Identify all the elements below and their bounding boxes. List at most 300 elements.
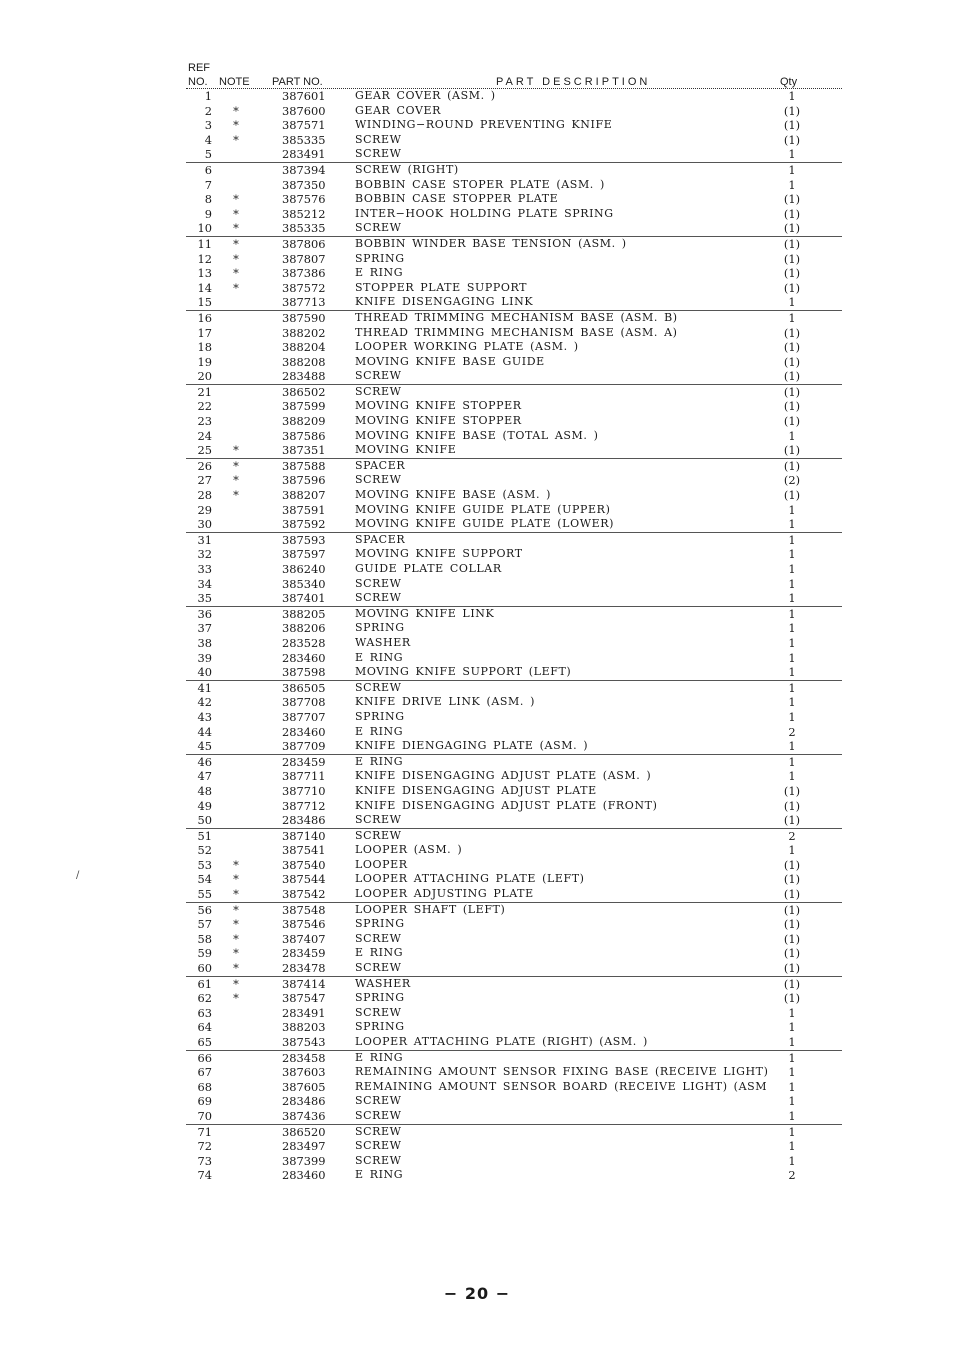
cell-note: * bbox=[233, 991, 239, 1006]
cell-part-no: 387588 bbox=[282, 458, 326, 473]
table-row bbox=[186, 192, 842, 207]
cell-part-no: 387807 bbox=[282, 251, 326, 266]
cell-qty: (1) bbox=[783, 132, 801, 147]
cell-part-no: 387350 bbox=[282, 177, 326, 192]
table-row bbox=[186, 517, 842, 533]
cell-part-no: 387541 bbox=[282, 843, 326, 858]
table-row bbox=[186, 813, 842, 829]
cell-description: SCREW bbox=[355, 591, 402, 605]
cell-qty: 1 bbox=[788, 843, 796, 858]
cell-ref-no: 14 bbox=[197, 280, 212, 295]
cell-note: * bbox=[233, 206, 239, 221]
cell-qty: 1 bbox=[788, 754, 796, 769]
cell-qty: 1 bbox=[788, 1050, 796, 1065]
cell-note: * bbox=[233, 917, 239, 932]
cell-part-no: 388207 bbox=[282, 488, 326, 503]
cell-part-no: 283460 bbox=[282, 724, 326, 739]
cell-ref-no: 51 bbox=[197, 828, 212, 843]
cell-part-no: 387597 bbox=[282, 547, 326, 562]
cell-qty: (1) bbox=[783, 384, 801, 399]
cell-qty: (1) bbox=[783, 206, 801, 221]
cell-qty: 1 bbox=[788, 177, 796, 192]
table-row bbox=[186, 369, 842, 385]
stray-mark: / bbox=[76, 870, 80, 881]
table-row bbox=[186, 429, 842, 444]
cell-qty: 1 bbox=[788, 89, 796, 103]
cell-part-no: 387605 bbox=[282, 1079, 326, 1094]
cell-description: SCREW bbox=[355, 1153, 402, 1167]
table-row bbox=[186, 784, 842, 799]
table-row bbox=[186, 1006, 842, 1021]
cell-description: SCREW bbox=[355, 132, 402, 146]
cell-note: * bbox=[233, 103, 239, 118]
cell-ref-no: 47 bbox=[197, 769, 212, 784]
cell-part-no: 283486 bbox=[282, 813, 326, 828]
table-row bbox=[186, 903, 842, 918]
cell-description: SPACER bbox=[355, 458, 406, 472]
cell-qty: 1 bbox=[788, 517, 796, 532]
cell-description: BOBBIN CASE STOPER PLATE (ASM. ) bbox=[355, 177, 605, 191]
header-no: NO. bbox=[188, 76, 208, 88]
table-row bbox=[186, 473, 842, 488]
cell-part-no: 387708 bbox=[282, 695, 326, 710]
cell-part-no: 388204 bbox=[282, 340, 326, 355]
cell-description: LOOPER WORKING PLATE (ASM. ) bbox=[355, 340, 579, 354]
cell-ref-no: 6 bbox=[204, 162, 212, 177]
cell-ref-no: 5 bbox=[204, 147, 212, 162]
cell-ref-no: 20 bbox=[197, 369, 212, 384]
table-row bbox=[186, 163, 842, 178]
cell-qty: (1) bbox=[783, 872, 801, 887]
cell-qty: 1 bbox=[788, 532, 796, 547]
cell-ref-no: 17 bbox=[197, 325, 212, 340]
cell-description: MOVING KNIFE SUPPORT (LEFT) bbox=[355, 665, 572, 679]
cell-qty: 1 bbox=[788, 621, 796, 636]
cell-ref-no: 11 bbox=[197, 236, 212, 251]
cell-ref-no: 52 bbox=[197, 843, 212, 858]
cell-part-no: 387351 bbox=[282, 443, 326, 458]
cell-ref-no: 61 bbox=[197, 976, 212, 991]
cell-part-no: 387707 bbox=[282, 709, 326, 724]
table-row bbox=[186, 1020, 842, 1035]
cell-part-no: 283528 bbox=[282, 635, 326, 650]
cell-ref-no: 45 bbox=[197, 739, 212, 754]
table-row bbox=[186, 147, 842, 163]
table-row bbox=[186, 769, 842, 784]
cell-description: LOOPER bbox=[355, 857, 408, 871]
cell-qty: (1) bbox=[783, 118, 801, 133]
cell-qty: 1 bbox=[788, 1139, 796, 1154]
cell-description: SCREW bbox=[355, 384, 402, 398]
cell-part-no: 386520 bbox=[282, 1124, 326, 1139]
cell-part-no: 387593 bbox=[282, 532, 326, 547]
cell-description: E RING bbox=[355, 266, 404, 280]
table-row bbox=[186, 237, 842, 252]
cell-ref-no: 25 bbox=[197, 443, 212, 458]
table-row bbox=[186, 443, 842, 459]
cell-qty: (1) bbox=[783, 340, 801, 355]
cell-qty: (1) bbox=[783, 369, 801, 384]
cell-ref-no: 69 bbox=[197, 1094, 212, 1109]
cell-part-no: 385335 bbox=[282, 221, 326, 236]
cell-ref-no: 9 bbox=[204, 206, 212, 221]
cell-description: SCREW bbox=[355, 680, 402, 694]
table-row bbox=[186, 295, 842, 311]
cell-part-no: 387544 bbox=[282, 872, 326, 887]
cell-part-no: 385335 bbox=[282, 132, 326, 147]
table-row bbox=[186, 104, 842, 119]
cell-qty: 1 bbox=[788, 739, 796, 754]
cell-note: * bbox=[233, 458, 239, 473]
cell-description: KNIFE DISENGAGING ADJUST PLATE bbox=[355, 783, 597, 797]
cell-ref-no: 71 bbox=[197, 1124, 212, 1139]
cell-description: SPRING bbox=[355, 621, 405, 635]
cell-qty: (1) bbox=[783, 399, 801, 414]
cell-description: GEAR COVER (ASM. ) bbox=[355, 89, 496, 102]
cell-ref-no: 48 bbox=[197, 783, 212, 798]
cell-description: SPRING bbox=[355, 251, 405, 265]
cell-ref-no: 62 bbox=[197, 991, 212, 1006]
cell-part-no: 283459 bbox=[282, 754, 326, 769]
cell-note: * bbox=[233, 473, 239, 488]
cell-qty: 1 bbox=[788, 1108, 796, 1123]
table-row bbox=[186, 651, 842, 666]
cell-description: SCREW bbox=[355, 221, 402, 235]
cell-ref-no: 37 bbox=[197, 621, 212, 636]
cell-qty: 1 bbox=[788, 310, 796, 325]
cell-part-no: 387572 bbox=[282, 280, 326, 295]
cell-part-no: 387709 bbox=[282, 739, 326, 754]
table-row bbox=[186, 562, 842, 577]
cell-qty: 1 bbox=[788, 680, 796, 695]
table-row bbox=[186, 755, 842, 770]
cell-ref-no: 15 bbox=[197, 295, 212, 310]
cell-part-no: 387399 bbox=[282, 1153, 326, 1168]
cell-note: * bbox=[233, 280, 239, 295]
cell-description: SCREW bbox=[355, 1124, 402, 1138]
cell-ref-no: 10 bbox=[197, 221, 212, 236]
cell-ref-no: 34 bbox=[197, 576, 212, 591]
cell-description: E RING bbox=[355, 650, 404, 664]
cell-qty: (1) bbox=[783, 354, 801, 369]
table-row bbox=[186, 917, 842, 932]
cell-ref-no: 66 bbox=[197, 1050, 212, 1065]
cell-note: * bbox=[233, 961, 239, 976]
cell-note: * bbox=[233, 976, 239, 991]
cell-ref-no: 40 bbox=[197, 665, 212, 680]
cell-qty: 1 bbox=[788, 1153, 796, 1168]
table-row bbox=[186, 577, 842, 592]
cell-qty: 1 bbox=[788, 1005, 796, 1020]
cell-qty: (2) bbox=[783, 473, 801, 488]
cell-description: BOBBIN WINDER BASE TENSION (ASM. ) bbox=[355, 236, 627, 250]
cell-note: * bbox=[233, 118, 239, 133]
cell-part-no: 387394 bbox=[282, 162, 326, 177]
cell-part-no: 387598 bbox=[282, 665, 326, 680]
cell-part-no: 387586 bbox=[282, 428, 326, 443]
cell-description: LOOPER SHAFT (LEFT) bbox=[355, 902, 506, 916]
table-row bbox=[186, 991, 842, 1006]
cell-qty: (1) bbox=[783, 236, 801, 251]
table-header bbox=[186, 62, 842, 90]
cell-qty: (1) bbox=[783, 280, 801, 295]
cell-part-no: 387600 bbox=[282, 103, 326, 118]
cell-description: LOOPER (ASM. ) bbox=[355, 843, 463, 857]
cell-part-no: 283478 bbox=[282, 961, 326, 976]
cell-ref-no: 35 bbox=[197, 591, 212, 606]
cell-ref-no: 24 bbox=[197, 428, 212, 443]
cell-part-no: 386240 bbox=[282, 562, 326, 576]
table-row bbox=[186, 961, 842, 977]
cell-qty: 1 bbox=[788, 295, 796, 310]
cell-ref-no: 73 bbox=[197, 1153, 212, 1168]
cell-ref-no: 53 bbox=[197, 857, 212, 872]
cell-description: SPACER bbox=[355, 532, 406, 546]
cell-description: THREAD TRIMMING MECHANISM BASE (ASM. B) bbox=[355, 310, 678, 324]
cell-part-no: 387591 bbox=[282, 502, 326, 517]
cell-note: * bbox=[233, 132, 239, 147]
cell-description: GEAR COVER bbox=[355, 103, 442, 117]
cell-description: WASHER bbox=[355, 976, 411, 990]
cell-ref-no: 18 bbox=[197, 340, 212, 355]
cell-ref-no: 67 bbox=[197, 1065, 212, 1080]
cell-ref-no: 55 bbox=[197, 887, 212, 902]
table-row bbox=[186, 872, 842, 887]
cell-ref-no: 32 bbox=[197, 547, 212, 562]
cell-description: STOPPER PLATE SUPPORT bbox=[355, 280, 528, 294]
cell-ref-no: 43 bbox=[197, 709, 212, 724]
header-qty: Qty bbox=[780, 76, 798, 88]
cell-ref-no: 72 bbox=[197, 1139, 212, 1154]
cell-part-no: 386505 bbox=[282, 680, 326, 695]
table-row bbox=[186, 665, 842, 681]
cell-qty: (1) bbox=[783, 946, 801, 961]
cell-description: MOVING KNIFE STOPPER bbox=[355, 414, 522, 428]
cell-description: MOVING KNIFE BASE GUIDE bbox=[355, 354, 545, 368]
cell-qty: 1 bbox=[788, 591, 796, 606]
cell-qty: 1 bbox=[788, 562, 796, 576]
table-row bbox=[186, 533, 842, 548]
cell-description: MOVING KNIFE STOPPER bbox=[355, 399, 522, 413]
cell-part-no: 387713 bbox=[282, 295, 326, 310]
cell-part-no: 283491 bbox=[282, 147, 326, 162]
cell-part-no: 388206 bbox=[282, 621, 326, 636]
cell-ref-no: 57 bbox=[197, 917, 212, 932]
cell-ref-no: 74 bbox=[197, 1168, 212, 1183]
cell-qty: 1 bbox=[788, 635, 796, 650]
header-description: PART DESCRIPTION bbox=[496, 76, 651, 88]
cell-qty: (1) bbox=[783, 798, 801, 813]
cell-ref-no: 3 bbox=[204, 118, 212, 133]
cell-description: SCREW bbox=[355, 931, 402, 945]
table-row bbox=[186, 829, 842, 844]
cell-qty: 1 bbox=[788, 547, 796, 562]
cell-ref-no: 68 bbox=[197, 1079, 212, 1094]
cell-ref-no: 8 bbox=[204, 192, 212, 207]
cell-part-no: 387386 bbox=[282, 266, 326, 281]
cell-part-no: 387712 bbox=[282, 798, 326, 813]
cell-description: LOOPER ATTACHING PLATE (LEFT) bbox=[355, 872, 585, 886]
cell-description: WINDING−ROUND PREVENTING KNIFE bbox=[355, 118, 613, 132]
cell-qty: (1) bbox=[783, 887, 801, 902]
cell-part-no: 388203 bbox=[282, 1020, 326, 1035]
cell-description: REMAINING AMOUNT SENSOR FIXING BASE (RECEIVE LIGHT) bbox=[355, 1065, 769, 1079]
cell-qty: 1 bbox=[788, 665, 796, 680]
cell-part-no: 387140 bbox=[282, 828, 326, 843]
table-row bbox=[186, 340, 842, 355]
table-row bbox=[186, 725, 842, 740]
cell-description: SCREW bbox=[355, 1094, 402, 1108]
cell-ref-no: 27 bbox=[197, 473, 212, 488]
cell-qty: (1) bbox=[783, 325, 801, 340]
cell-qty: (1) bbox=[783, 857, 801, 872]
cell-part-no: 283460 bbox=[282, 1168, 326, 1183]
cell-part-no: 283491 bbox=[282, 1005, 326, 1020]
cell-part-no: 387596 bbox=[282, 473, 326, 488]
cell-ref-no: 1 bbox=[204, 89, 212, 103]
cell-part-no: 283497 bbox=[282, 1139, 326, 1154]
cell-note: * bbox=[233, 902, 239, 917]
table-row bbox=[186, 266, 842, 281]
cell-description: WASHER bbox=[355, 635, 411, 649]
cell-part-no: 387592 bbox=[282, 517, 326, 532]
table-row bbox=[186, 178, 842, 193]
cell-ref-no: 38 bbox=[197, 635, 212, 650]
cell-description: MOVING KNIFE LINK bbox=[355, 606, 495, 620]
cell-description: KNIFE DISENGAGING ADJUST PLATE (FRONT) bbox=[355, 798, 658, 812]
header-note: NOTE bbox=[219, 76, 250, 88]
cell-ref-no: 13 bbox=[197, 266, 212, 281]
cell-description: MOVING KNIFE BASE (TOTAL ASM. ) bbox=[355, 428, 599, 442]
table-row bbox=[186, 488, 842, 503]
cell-part-no: 388205 bbox=[282, 606, 326, 621]
cell-note: * bbox=[233, 931, 239, 946]
cell-ref-no: 26 bbox=[197, 458, 212, 473]
cell-description: MOVING KNIFE GUIDE PLATE (LOWER) bbox=[355, 517, 615, 531]
cell-qty: 2 bbox=[788, 724, 796, 739]
cell-ref-no: 33 bbox=[197, 562, 212, 576]
cell-qty: (1) bbox=[783, 813, 801, 828]
cell-ref-no: 16 bbox=[197, 310, 212, 325]
cell-qty: 1 bbox=[788, 1020, 796, 1035]
table-row bbox=[186, 311, 842, 326]
cell-part-no: 387710 bbox=[282, 783, 326, 798]
cell-part-no: 387576 bbox=[282, 192, 326, 207]
cell-part-no: 387543 bbox=[282, 1035, 326, 1049]
cell-part-no: 283488 bbox=[282, 369, 326, 384]
cell-part-no: 388208 bbox=[282, 354, 326, 369]
cell-part-no: 387407 bbox=[282, 931, 326, 946]
cell-description: LOOPER ADJUSTING PLATE bbox=[355, 887, 534, 901]
cell-part-no: 387436 bbox=[282, 1108, 326, 1123]
cell-description: E RING bbox=[355, 724, 404, 738]
cell-description: MOVING KNIFE bbox=[355, 443, 457, 457]
cell-part-no: 385340 bbox=[282, 576, 326, 591]
cell-description: KNIFE DISENGAGING LINK bbox=[355, 295, 534, 309]
cell-qty: (1) bbox=[783, 976, 801, 991]
table-row bbox=[186, 133, 842, 148]
cell-ref-no: 36 bbox=[197, 606, 212, 621]
cell-ref-no: 31 bbox=[197, 532, 212, 547]
cell-qty: 1 bbox=[788, 502, 796, 517]
cell-part-no: 283486 bbox=[282, 1094, 326, 1109]
cell-qty: 1 bbox=[788, 1094, 796, 1109]
cell-qty: 1 bbox=[788, 606, 796, 621]
cell-part-no: 387540 bbox=[282, 857, 326, 872]
cell-qty: 1 bbox=[788, 695, 796, 710]
cell-part-no: 387547 bbox=[282, 991, 326, 1006]
cell-qty: 1 bbox=[788, 428, 796, 443]
cell-qty: (1) bbox=[783, 414, 801, 429]
table-row bbox=[186, 1035, 842, 1051]
table-row bbox=[186, 281, 842, 296]
table-row bbox=[186, 1139, 842, 1154]
cell-description: E RING bbox=[355, 1168, 404, 1182]
cell-qty: 1 bbox=[788, 650, 796, 665]
table-row bbox=[186, 858, 842, 873]
table-row bbox=[186, 459, 842, 474]
cell-description: SCREW bbox=[355, 1005, 402, 1019]
table-row bbox=[186, 399, 842, 414]
cell-part-no: 387548 bbox=[282, 902, 326, 917]
cell-qty: 1 bbox=[788, 576, 796, 591]
table-row bbox=[186, 207, 842, 222]
cell-note: * bbox=[233, 236, 239, 251]
cell-description: MOVING KNIFE BASE (ASM. ) bbox=[355, 488, 552, 502]
table-row bbox=[186, 591, 842, 607]
cell-part-no: 388209 bbox=[282, 414, 326, 429]
table-row bbox=[186, 977, 842, 992]
cell-description: REMAINING AMOUNT SENSOR BOARD (RECEIVE LIGHT) (ASM bbox=[355, 1079, 768, 1093]
cell-note: * bbox=[233, 887, 239, 902]
table-row bbox=[186, 1094, 842, 1109]
cell-description: SCREW bbox=[355, 147, 402, 161]
cell-description: E RING bbox=[355, 946, 404, 960]
table-row bbox=[186, 843, 842, 858]
cell-ref-no: 28 bbox=[197, 488, 212, 503]
cell-qty: 2 bbox=[788, 828, 796, 843]
cell-qty: 1 bbox=[788, 709, 796, 724]
cell-ref-no: 60 bbox=[197, 961, 212, 976]
cell-description: LOOPER ATTACHING PLATE (RIGHT) (ASM. ) bbox=[355, 1035, 648, 1048]
cell-description: GUIDE PLATE COLLAR bbox=[355, 562, 502, 575]
table-row bbox=[186, 1168, 842, 1183]
cell-description: SCREW (RIGHT) bbox=[355, 162, 459, 176]
cell-qty: 1 bbox=[788, 162, 796, 177]
cell-ref-no: 64 bbox=[197, 1020, 212, 1035]
table-row bbox=[186, 252, 842, 267]
parts-table bbox=[186, 89, 842, 1183]
cell-description: THREAD TRIMMING MECHANISM BASE (ASM. A) bbox=[355, 325, 678, 339]
cell-part-no: 387414 bbox=[282, 976, 326, 991]
cell-part-no: 387546 bbox=[282, 917, 326, 932]
cell-ref-no: 63 bbox=[197, 1005, 212, 1020]
cell-qty: 1 bbox=[788, 1079, 796, 1094]
cell-qty: (1) bbox=[783, 961, 801, 976]
cell-ref-no: 46 bbox=[197, 754, 212, 769]
cell-qty: (1) bbox=[783, 902, 801, 917]
cell-part-no: 387542 bbox=[282, 887, 326, 902]
cell-ref-no: 7 bbox=[204, 177, 212, 192]
table-row bbox=[186, 710, 842, 725]
cell-ref-no: 2 bbox=[204, 103, 212, 118]
cell-description: KNIFE DRIVE LINK (ASM. ) bbox=[355, 695, 535, 709]
cell-note: * bbox=[233, 221, 239, 236]
cell-description: MOVING KNIFE GUIDE PLATE (UPPER) bbox=[355, 502, 611, 516]
cell-ref-no: 65 bbox=[197, 1035, 212, 1049]
cell-ref-no: 12 bbox=[197, 251, 212, 266]
cell-ref-no: 23 bbox=[197, 414, 212, 429]
